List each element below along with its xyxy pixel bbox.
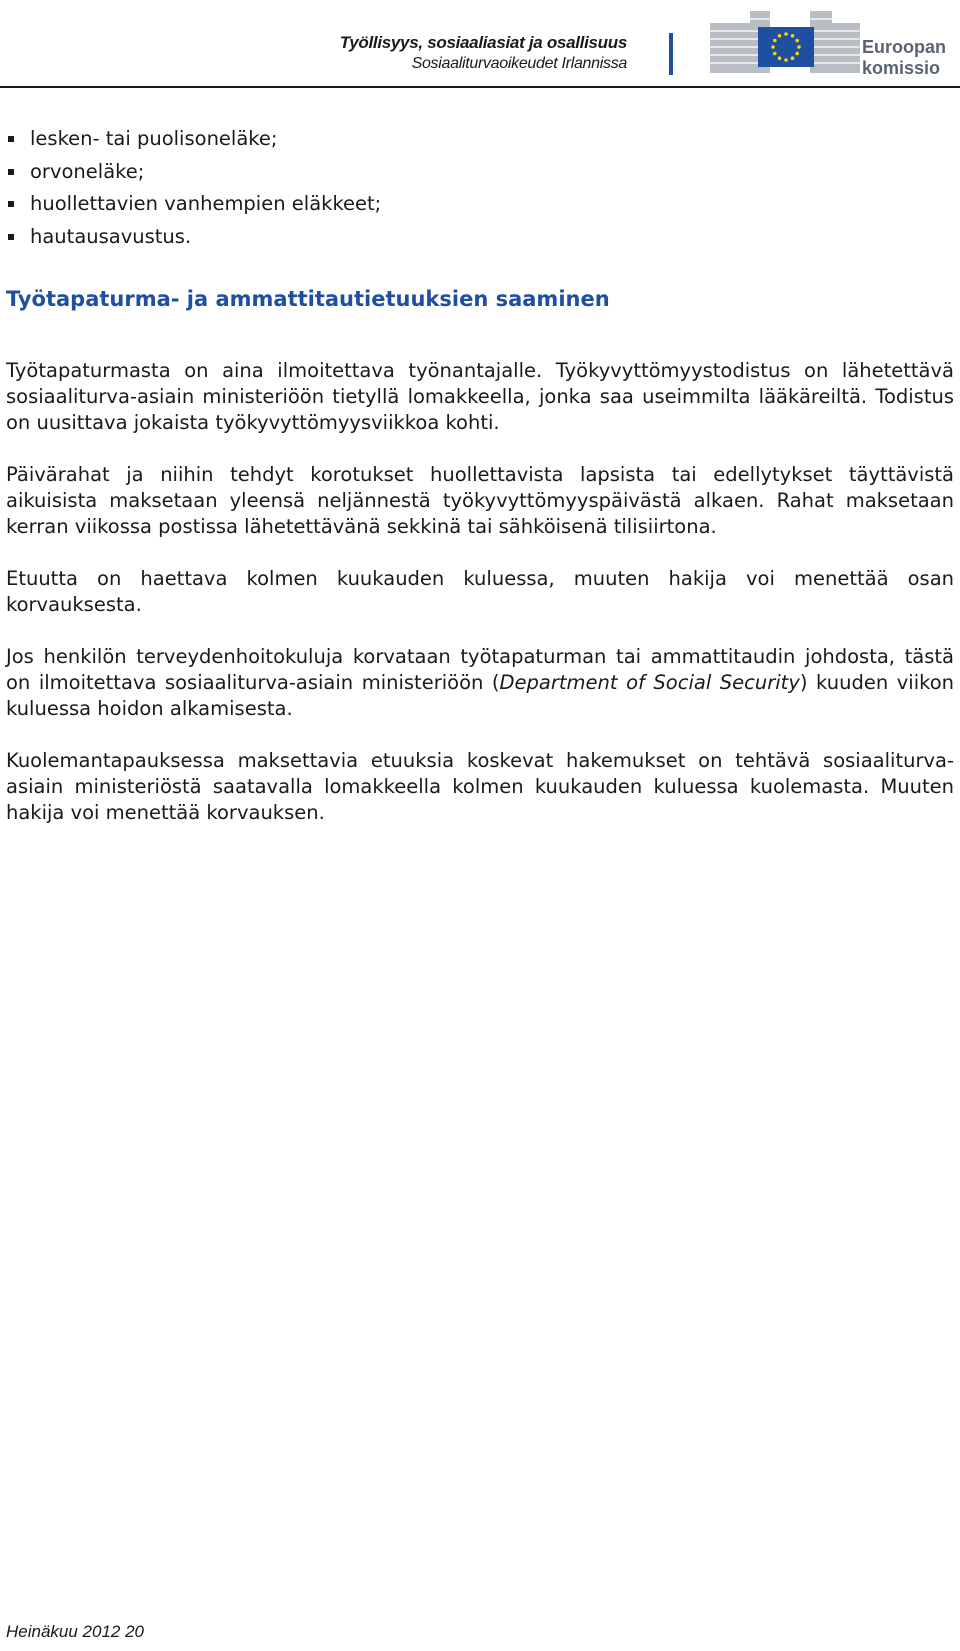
paragraph: Työtapaturmasta on aina ilmoitettava työnantajalle. Työkyvyttömyystodistus on lähetettävä sosiaaliturva-asiain ministeriöön tietyllä lomakkeella, jonka saa useimmilta lääkäreiltä. Todistus on uusittava jokaista työkyvyttömyysviikkoa kohti.: [6, 359, 954, 434]
list-item: [6, 191, 954, 224]
benefit-list: [6, 126, 954, 257]
logo-line-2: komissio: [862, 58, 941, 78]
paragraph: Etuutta on haettava kolmen kuukauden kuluessa, muuten hakija voi menettää osan korvauksesta.: [6, 567, 954, 616]
page-header: [0, 0, 960, 88]
list-item-text: hautausavustus.: [30, 225, 192, 249]
section-heading: Työtapaturma- ja ammattitautietuuksien saaminen: [6, 287, 610, 311]
list-item: [6, 159, 954, 192]
paragraph: Kuolemantapauksessa maksettavia etuuksia koskevat hakemukset on tehtävä sosiaaliturva-asiain ministeriöstä saatavalla lomakkeella kolmen kuukauden kuluessa kuolemasta. Muuten hakija voi menettää korvauksen.: [6, 749, 954, 824]
list-item: [6, 126, 954, 159]
paragraph: [6, 644, 954, 722]
list-item-text: lesken- tai puolisoneläke;: [30, 127, 278, 150]
list-item-text: orvoneläke;: [30, 159, 145, 183]
page-footer: Heinäkuu 2012 20: [6, 1622, 145, 1641]
paragraph: Päivärahat ja niihin tehdyt korotukset huollettavista lapsista tai edellytykset täyttävistä aikuisista maksetaan yleensä neljännestä työkyvyttömyyspäivästä alkaen. Rahat maksetaan kerran viikossa postissa lähetettävänä sekkinä tai sähköisenä tilisiirtona.: [6, 463, 954, 538]
paragraph-text: ) kuuden viikon kuluessa hoidon alkamisesta.: [6, 671, 954, 720]
paragraph-text: Jos henkilön terveydenhoitokuluja korvataan työtapaturman tai ammattitaudin johdosta, tästä on ilmoitettava sosiaaliturva-asiain ministeriöön (: [6, 645, 954, 694]
header-divider: [669, 33, 673, 75]
header-text: [340, 32, 627, 74]
bullet-icon: [8, 169, 14, 175]
document-body: [6, 126, 954, 824]
logo-line-1: Euroopan: [862, 37, 946, 57]
header-rule: [0, 86, 960, 88]
bullet-icon: [8, 136, 14, 142]
list-item-text: huollettavien vanhempien eläkkeet;: [30, 192, 382, 216]
list-item: [6, 224, 954, 257]
department-name: Department of Social Security: [499, 671, 800, 694]
logo-text: [862, 37, 946, 79]
paragraphs: [6, 358, 954, 852]
header-subtitle: Sosiaaliturvaoikeudet Irlannissa: [411, 55, 627, 72]
bullet-icon: [8, 201, 14, 207]
header-title: Työllisyys, sosiaaliasiat ja osallisuus: [339, 33, 627, 52]
bullet-icon: [8, 234, 14, 240]
